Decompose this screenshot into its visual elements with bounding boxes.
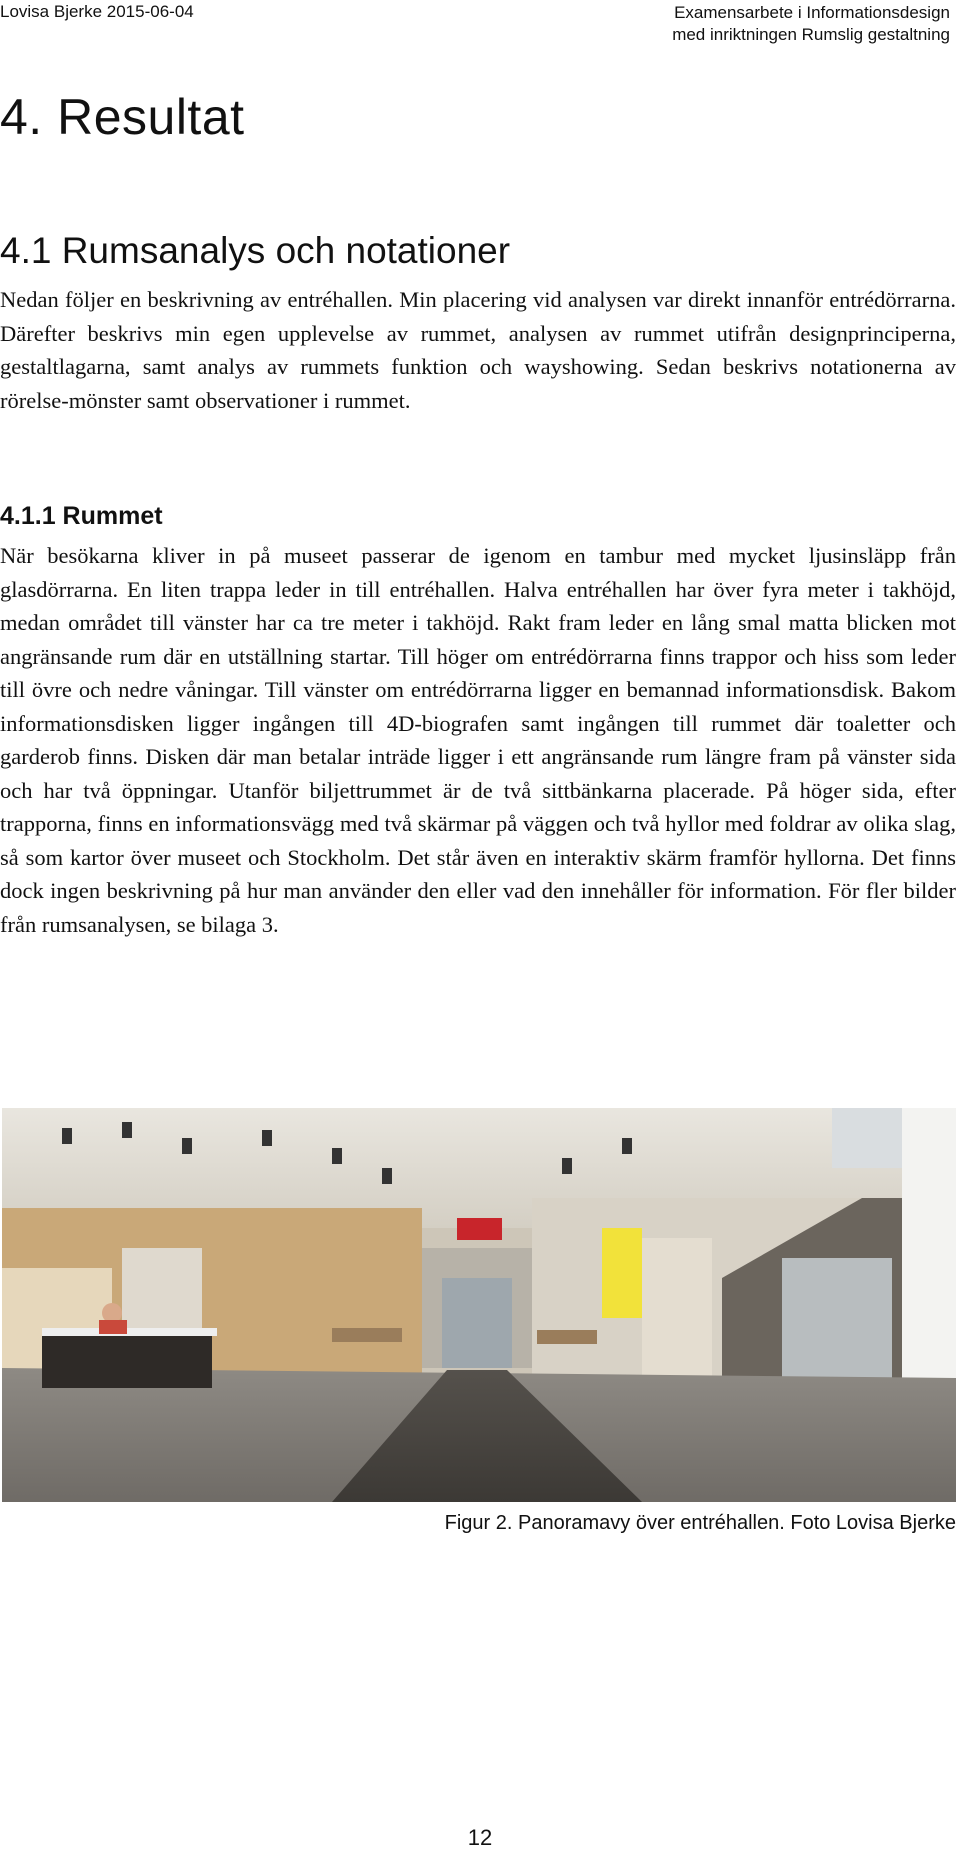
section-intro-paragraph: Nedan följer en beskrivning av entréhallen. Min placering vid analysen var direkt innanför entrédörrarna. Därefter beskrivs min egen upplevelse av rummet, analysen av rummet utifrån designprinciperna, gestaltlagarna, samt analys av rummets funktion och wayshowing. Sedan beskrivs notationerna av rörelse-mönster samt observationer i rummet. (0, 287, 956, 413)
header-course-line1: Examensarbete i Informationsdesign (674, 3, 950, 22)
header-course-line2: med inriktningen Rumslig gestaltning (672, 25, 950, 44)
subsection-title: 4.1.1 Rummet (0, 502, 163, 530)
figure-caption: Figur 2. Panoramavy över entréhallen. Foto Lovisa Bjerke (444, 1512, 956, 1534)
subsection-body-paragraph: När besökarna kliver in på museet passerar de igenom en tambur med mycket ljusinsläpp från glasdörrarna. En liten trappa leder in till entréhallen. Halva entréhallen har över fyra meter i takhöjd, medan området till vänster har ca tre meter i takhöjd. Rakt fram leder en lång smal matta blicken mot angränsande rum där en utställning startar. Till höger om entrédörrarna finns trappor och hiss som leder till övre och nedre våningar. Till vänster om entrédörrarna ligger en bemannad informationsdisk. Bakom informationsdisken ligger ingången till 4D-biografen samt ingången till rummet där toaletter och garderob finns. Disken där man betalar inträde ligger i ett angränsande rum längre fram på vänster sida och har två öppningar. Utanför biljettrummet är de två sittbänkarna placerade. På höger sida, efter trapporna, finns en informationsvägg med två skärmar på väggen och två hyllor med foldrar av olika slag, så som kartor över museet och Stockholm. Det står även en interaktiv skärm framför hyllorna. Det finns dock ingen beskrivning på hur man använder den eller vad den innehåller för information. För fler bilder från rumsanalysen, se bilaga 3. (0, 543, 956, 937)
header-course (672, 2, 950, 46)
chapter-title: 4. Resultat (0, 89, 245, 145)
header-author-date: Lovisa Bjerke 2015-06-04 (0, 2, 194, 21)
page-number: 12 (467, 1825, 493, 1850)
section-title: 4.1 Rumsanalys och notationer (0, 230, 511, 271)
entrance-hall-panorama-photo (2, 1108, 956, 1502)
